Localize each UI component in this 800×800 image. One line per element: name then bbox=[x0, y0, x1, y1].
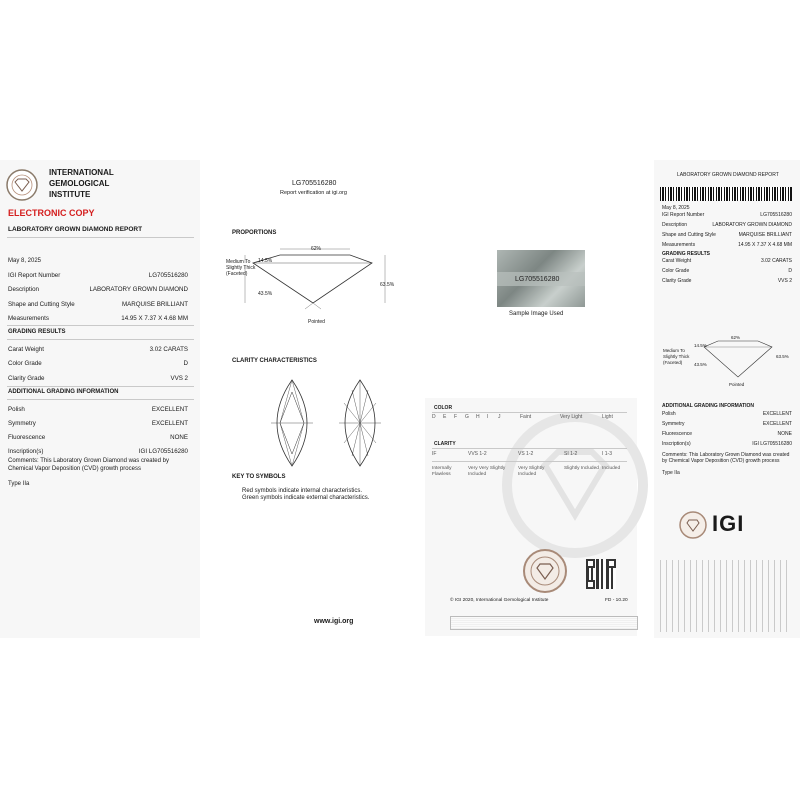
igi-watermark-icon bbox=[500, 410, 640, 550]
marquise-pavilion-diagram bbox=[330, 378, 390, 468]
report-date: May 8, 2025 bbox=[8, 258, 42, 264]
shape-row: Shape and Cutting Style MARQUISE BRILLIANT bbox=[8, 301, 188, 308]
key-line-green: Green symbols indicate external characteristics. bbox=[242, 495, 370, 501]
crown-percent: 14.5% bbox=[258, 258, 273, 264]
barcode bbox=[660, 187, 792, 201]
right-crown-percent: 14.5% bbox=[694, 343, 707, 348]
igi-seal-icon bbox=[5, 168, 39, 202]
sample-image-caption: Sample Image Used bbox=[509, 311, 564, 317]
clarity-scale-heading: CLARITY bbox=[434, 441, 456, 447]
clarity-characteristics-heading: CLARITY CHARACTERISTICS bbox=[232, 358, 317, 364]
color-row: Color Grade D bbox=[8, 360, 188, 367]
depth-percent: 63.5% bbox=[380, 282, 395, 288]
right-additional-rows: Polish EXCELLENT Symmetry EXCELLENT Fluorescence NONE Inscription(s) IGI LG705516280 bbox=[662, 411, 792, 447]
key-line-red: Red symbols indicate internal characteristics. bbox=[242, 488, 363, 494]
right-report-rows: IGI Report Number LG705516280 Description LABORATORY GROWN DIAMOND Shape and Cutting Style MARQUISE BRILLIANT Measurements 14.95 X 7.37 X 4.68 MM bbox=[662, 212, 792, 248]
polish-row: Polish EXCELLENT bbox=[8, 406, 188, 413]
girdle-label: Medium To Slightly Thick (Faceted) bbox=[226, 259, 256, 277]
grading-results-heading: GRADING RESULTS bbox=[8, 329, 66, 335]
right-igi-seal-icon bbox=[678, 510, 708, 540]
color-scale-heading: COLOR bbox=[434, 405, 453, 411]
key-to-symbols-heading: KEY TO SYMBOLS bbox=[232, 474, 286, 480]
measurements-row: Measurements 14.95 X 7.37 X 4.68 MM bbox=[8, 315, 188, 322]
pavilion-percent: 43.5% bbox=[258, 291, 273, 297]
right-depth-percent: 63.5% bbox=[776, 354, 789, 359]
sample-girdle-image bbox=[497, 250, 585, 307]
clarity-row: Clarity Grade VVS 2 bbox=[8, 375, 188, 382]
org-name-line3: INSTITUTE bbox=[49, 190, 91, 199]
right-report-title: LABORATORY GROWN DIAMOND REPORT bbox=[677, 172, 779, 178]
carat-row: Carat Weight 3.02 CARATS bbox=[8, 346, 188, 353]
symmetry-row: Symmetry EXCELLENT bbox=[8, 420, 188, 427]
rotated-summary-strip bbox=[660, 560, 792, 632]
description-row: Description LABORATORY GROWN DIAMOND bbox=[8, 286, 188, 293]
right-report-date: May 8, 2025 bbox=[662, 205, 690, 211]
right-pavilion-percent: 43.5% bbox=[694, 362, 707, 367]
comments-text: Comments: This Laboratory Grown Diamond was created by Chemical Vapor Deposition (CVD) growth process bbox=[8, 458, 169, 472]
inscription-row: Inscription(s) IGI LG705516280 bbox=[8, 448, 188, 455]
right-culet-label: Pointed bbox=[729, 382, 745, 387]
igi-logo-text: IGI bbox=[712, 511, 745, 536]
report-title: LABORATORY GROWN DIAMOND REPORT bbox=[8, 226, 143, 233]
right-girdle-label: Medium To Slightly Thick (Faceted) bbox=[663, 348, 690, 365]
right-additional-heading: ADDITIONAL GRADING INFORMATION bbox=[662, 403, 755, 409]
sample-inscription: LG705516280 bbox=[515, 276, 560, 283]
right-diamond-type: Type IIa bbox=[662, 470, 680, 476]
website-link[interactable]: www.igi.org bbox=[314, 618, 354, 625]
center-report-number: LG705516280 bbox=[292, 180, 337, 187]
org-name-line1: INTERNATIONAL bbox=[49, 168, 114, 177]
igi-gold-seal-icon bbox=[522, 548, 568, 594]
right-grading-rows: Carat Weight 3.02 CARATS Color Grade D Clarity Grade VVS 2 bbox=[662, 258, 792, 284]
copyright-text: © IGI 2020, International Gemological Institute bbox=[450, 598, 549, 603]
report-number-row: IGI Report Number LG705516280 bbox=[8, 272, 188, 279]
right-table-percent: 62% bbox=[731, 335, 741, 340]
marquise-crown-diagram bbox=[262, 378, 322, 468]
electronic-copy-label: ELECTRONIC COPY bbox=[8, 208, 95, 218]
org-name-line2: GEMOLOGICAL bbox=[49, 179, 110, 188]
culet-label: Pointed bbox=[308, 319, 325, 325]
right-comments-text: Comments: This Laboratory Grown Diamond was created by Chemical Vapor Deposition (CVD) growth process bbox=[662, 452, 790, 464]
security-strip bbox=[450, 616, 638, 630]
qr-code bbox=[586, 559, 616, 589]
proportions-diagram bbox=[225, 245, 395, 325]
verification-text: Report verification at igi.org bbox=[280, 190, 347, 196]
proportions-heading: PROPORTIONS bbox=[232, 230, 277, 236]
diamond-type: Type IIa bbox=[8, 481, 30, 487]
fluorescence-row: Fluorescence NONE bbox=[8, 434, 188, 441]
right-grading-heading: GRADING RESULTS bbox=[662, 251, 710, 257]
form-code: FD - 10.20 bbox=[605, 598, 628, 603]
table-percent: 62% bbox=[311, 246, 322, 252]
additional-info-heading: ADDITIONAL GRADING INFORMATION bbox=[8, 389, 119, 395]
